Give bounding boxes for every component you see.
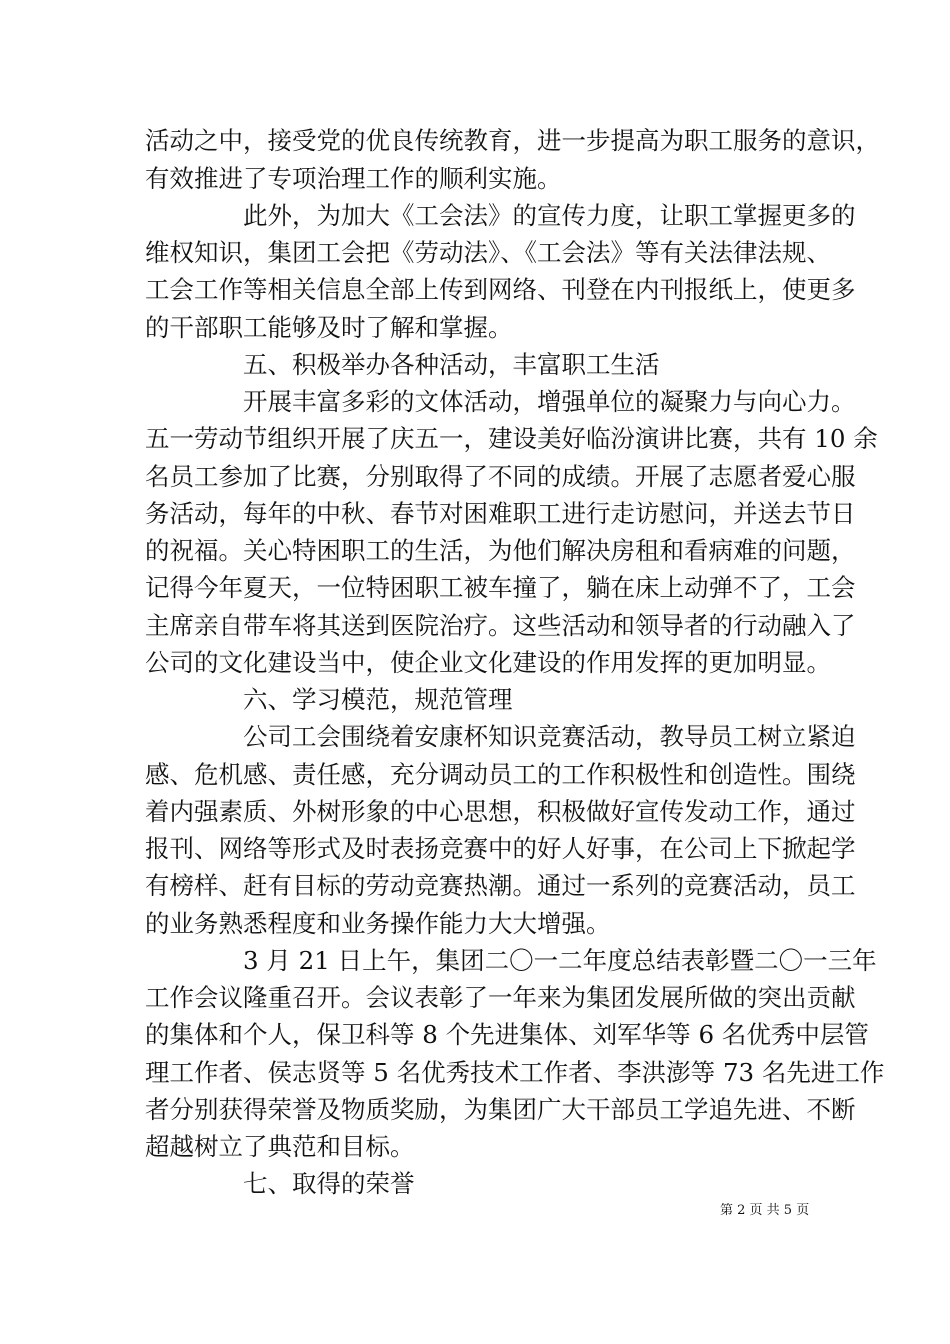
text-line: 报刊、网络等形式及时表扬竞赛中的好人好事，在公司上下掀起学 bbox=[145, 834, 856, 863]
text-line: 主席亲自带车将其送到医院治疗。这些活动和领导者的行动融入了 bbox=[145, 611, 856, 640]
paragraph-first-line: 3 月 21 日上午，集团二〇一二年度总结表彰暨二〇一三年 bbox=[243, 946, 877, 975]
text-line: 感、危机感、责任感，充分调动员工的工作积极性和创造性。围绕 bbox=[145, 760, 856, 789]
paragraph-first-line: 开展丰富多彩的文体活动，增强单位的凝聚力与向心力。 bbox=[243, 387, 856, 416]
text-line: 的干部职工能够及时了解和掌握。 bbox=[145, 313, 513, 342]
text-line: 公司的文化建设当中，使企业文化建设的作用发挥的更加明显。 bbox=[145, 648, 831, 677]
paragraph-first-line: 公司工会围绕着安康杯知识竞赛活动，教导员工树立紧迫 bbox=[243, 722, 856, 751]
text-line: 务活动，每年的中秋、春节对困难职工进行走访慰问，并送去节日 bbox=[145, 499, 856, 528]
text-line: 理工作者、侯志贤等 5 名优秀技术工作者、李洪澎等 73 名先进工作 bbox=[145, 1058, 885, 1087]
text-line: 的业务熟悉程度和业务操作能力大大增强。 bbox=[145, 909, 611, 938]
text-line: 工作会议隆重召开。会议表彰了一年来为集团发展所做的突出贡献 bbox=[145, 983, 856, 1012]
text-line: 的集体和个人，保卫科等 8 个先进集体、刘军华等 6 名优秀中层管 bbox=[145, 1020, 869, 1049]
text-line: 者分别获得荣誉及物质奖励，为集团广大干部员工学追先进、不断 bbox=[145, 1095, 856, 1124]
section-heading: 七、取得的荣誉 bbox=[243, 1169, 415, 1198]
text-line: 的祝福。关心特困职工的生活，为他们解决房租和看病难的问题， bbox=[145, 536, 856, 565]
text-line: 工会工作等相关信息全部上传到网络、刊登在内刊报纸上，使更多 bbox=[145, 275, 856, 304]
text-line: 有效推进了专项治理工作的顺利实施。 bbox=[145, 164, 562, 193]
section-heading: 六、学习模范，规范管理 bbox=[243, 685, 513, 714]
text-line: 有榜样、赶有目标的劳动竞赛热潮。通过一系列的竞赛活动，员工 bbox=[145, 871, 856, 900]
text-line: 活动之中，接受党的优良传统教育，进一步提高为职工服务的意识， bbox=[145, 126, 880, 155]
page-number: 第 2 页 共 5 页 bbox=[720, 1203, 810, 1218]
section-heading: 五、积极举办各种活动，丰富职工生活 bbox=[243, 350, 660, 379]
text-line: 五一劳动节组织开展了庆五一，建设美好临汾演讲比赛，共有 10 余 bbox=[145, 424, 878, 453]
text-line: 超越树立了典范和目标。 bbox=[145, 1132, 415, 1161]
text-line: 维权知识，集团工会把《劳动法》、《工会法》等有关法律法规、 bbox=[145, 238, 831, 267]
text-line: 记得今年夏天，一位特困职工被车撞了，躺在床上动弹不了，工会 bbox=[145, 573, 856, 602]
text-line: 名员工参加了比赛，分别取得了不同的成绩。开展了志愿者爱心服 bbox=[145, 462, 856, 491]
text-line: 着内强素质、外树形象的中心思想，积极做好宣传发动工作，通过 bbox=[145, 797, 856, 826]
paragraph-first-line: 此外，为加大《工会法》的宣传力度，让职工掌握更多的 bbox=[243, 201, 856, 230]
